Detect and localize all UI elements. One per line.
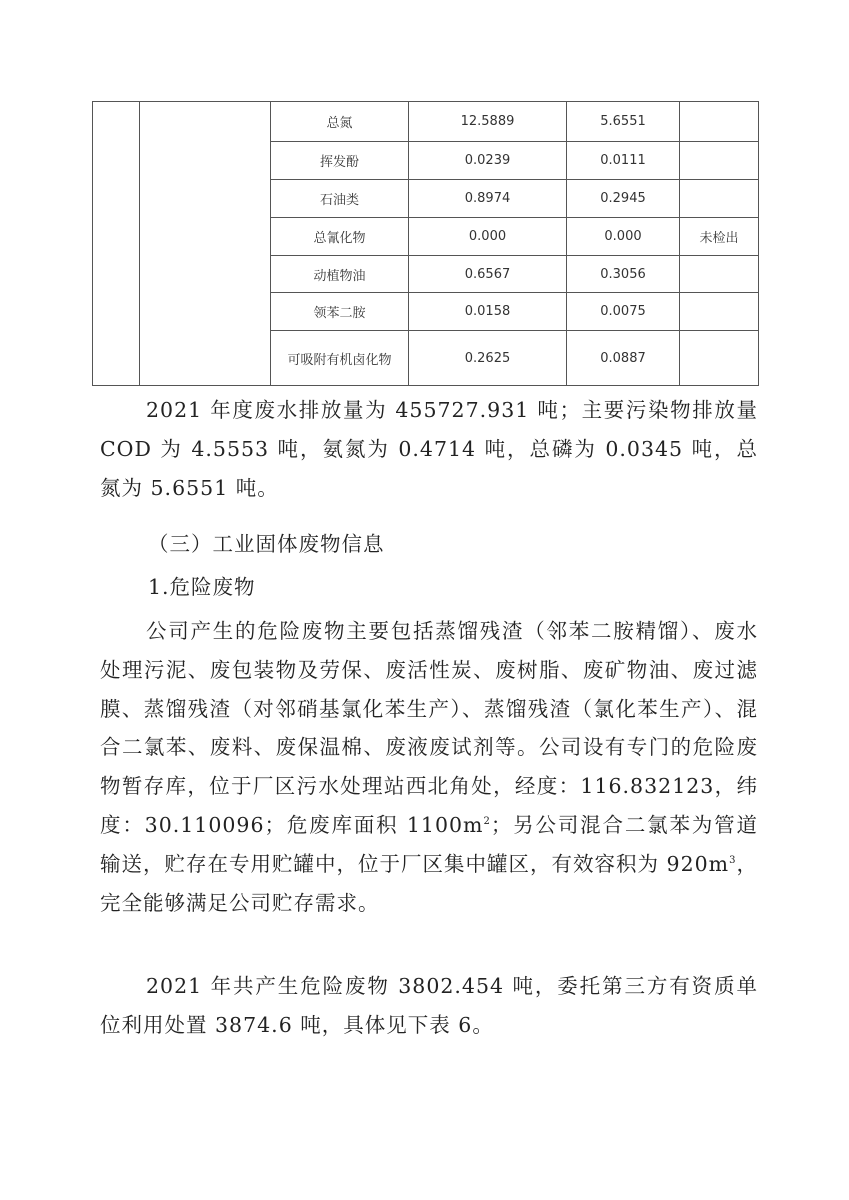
cell-value2: 0.3056	[567, 256, 680, 293]
hazardous-waste-paragraph	[100, 612, 758, 922]
cell-item: 总氮	[271, 102, 409, 142]
cell-note	[680, 180, 759, 218]
hazardous-waste-text-part1: 公司产生的危险废物主要包括蒸馏残渣（邻苯二胺精馏）、废水处理污泥、废包装物及劳保、废活性炭、废树脂、废矿物油、废过滤膜、蒸馏残渣（对邻硝基氯化苯生产）、蒸馏残渣（氯化苯生产）、混合二氯苯、废料、废保温棉、废液废试剂等。公司设有专门的危险废物暂存库，位于厂区污水处理站西北角处，经度：116.832123，纬度：30.110096；危废库面积 1100m	[100, 619, 758, 837]
cell-item: 挥发酚	[271, 142, 409, 180]
volume-unit-superscript: 3	[729, 854, 737, 866]
cell-value2: 0.000	[567, 218, 680, 256]
section-heading-solid-waste: （三）工业固体废物信息	[148, 532, 385, 556]
cell-note	[680, 331, 759, 386]
cell-value1: 0.0158	[409, 293, 567, 331]
merged-cell-category	[140, 102, 271, 386]
hazardous-waste-total-paragraph: 2021 年共产生危险废物 3802.454 吨，委托第三方有资质单位利用处置 3874.6 吨，具体见下表 6。	[100, 974, 758, 1037]
cell-note	[680, 102, 759, 142]
merged-cell-left	[93, 102, 140, 386]
cell-item: 可吸附有机卤化物	[271, 331, 409, 386]
cell-item: 领苯二胺	[271, 293, 409, 331]
cell-value2: 5.6551	[567, 102, 680, 142]
cell-item: 动植物油	[271, 256, 409, 293]
cell-value1: 0.0239	[409, 142, 567, 180]
cell-value2: 0.2945	[567, 180, 680, 218]
cell-value1: 0.000	[409, 218, 567, 256]
cell-value1: 12.5889	[409, 102, 567, 142]
area-unit-superscript: 2	[483, 816, 491, 828]
cell-value2: 0.0111	[567, 142, 680, 180]
cell-note	[680, 256, 759, 293]
pollutant-table	[92, 101, 759, 386]
cell-value1: 0.6567	[409, 256, 567, 293]
wastewater-summary-paragraph: 2021 年度废水排放量为 455727.931 吨；主要污染物排放量COD 为 4.5553 吨，氨氮为 0.4714 吨，总磷为 0.0345 吨，总氮为 5.6551 吨。	[100, 398, 758, 500]
cell-note: 未检出	[680, 218, 759, 256]
cell-value1: 0.8974	[409, 180, 567, 218]
cell-value2: 0.0887	[567, 331, 680, 386]
cell-value2: 0.0075	[567, 293, 680, 331]
cell-item: 总氰化物	[271, 218, 409, 256]
cell-note	[680, 142, 759, 180]
subsection-heading-hazardous-waste: 1.危险废物	[148, 575, 256, 599]
cell-note	[680, 293, 759, 331]
hazardous-waste-text-part2: ；另公司混合二氯苯为管道输送，贮存在专用贮罐中，位于厂区集中罐区，有效容积为 920m	[100, 812, 759, 876]
hazardous-waste-text-part3: ，完全能够满足公司贮存需求。	[100, 851, 759, 915]
cell-item: 石油类	[271, 180, 409, 218]
cell-value1: 0.2625	[409, 331, 567, 386]
